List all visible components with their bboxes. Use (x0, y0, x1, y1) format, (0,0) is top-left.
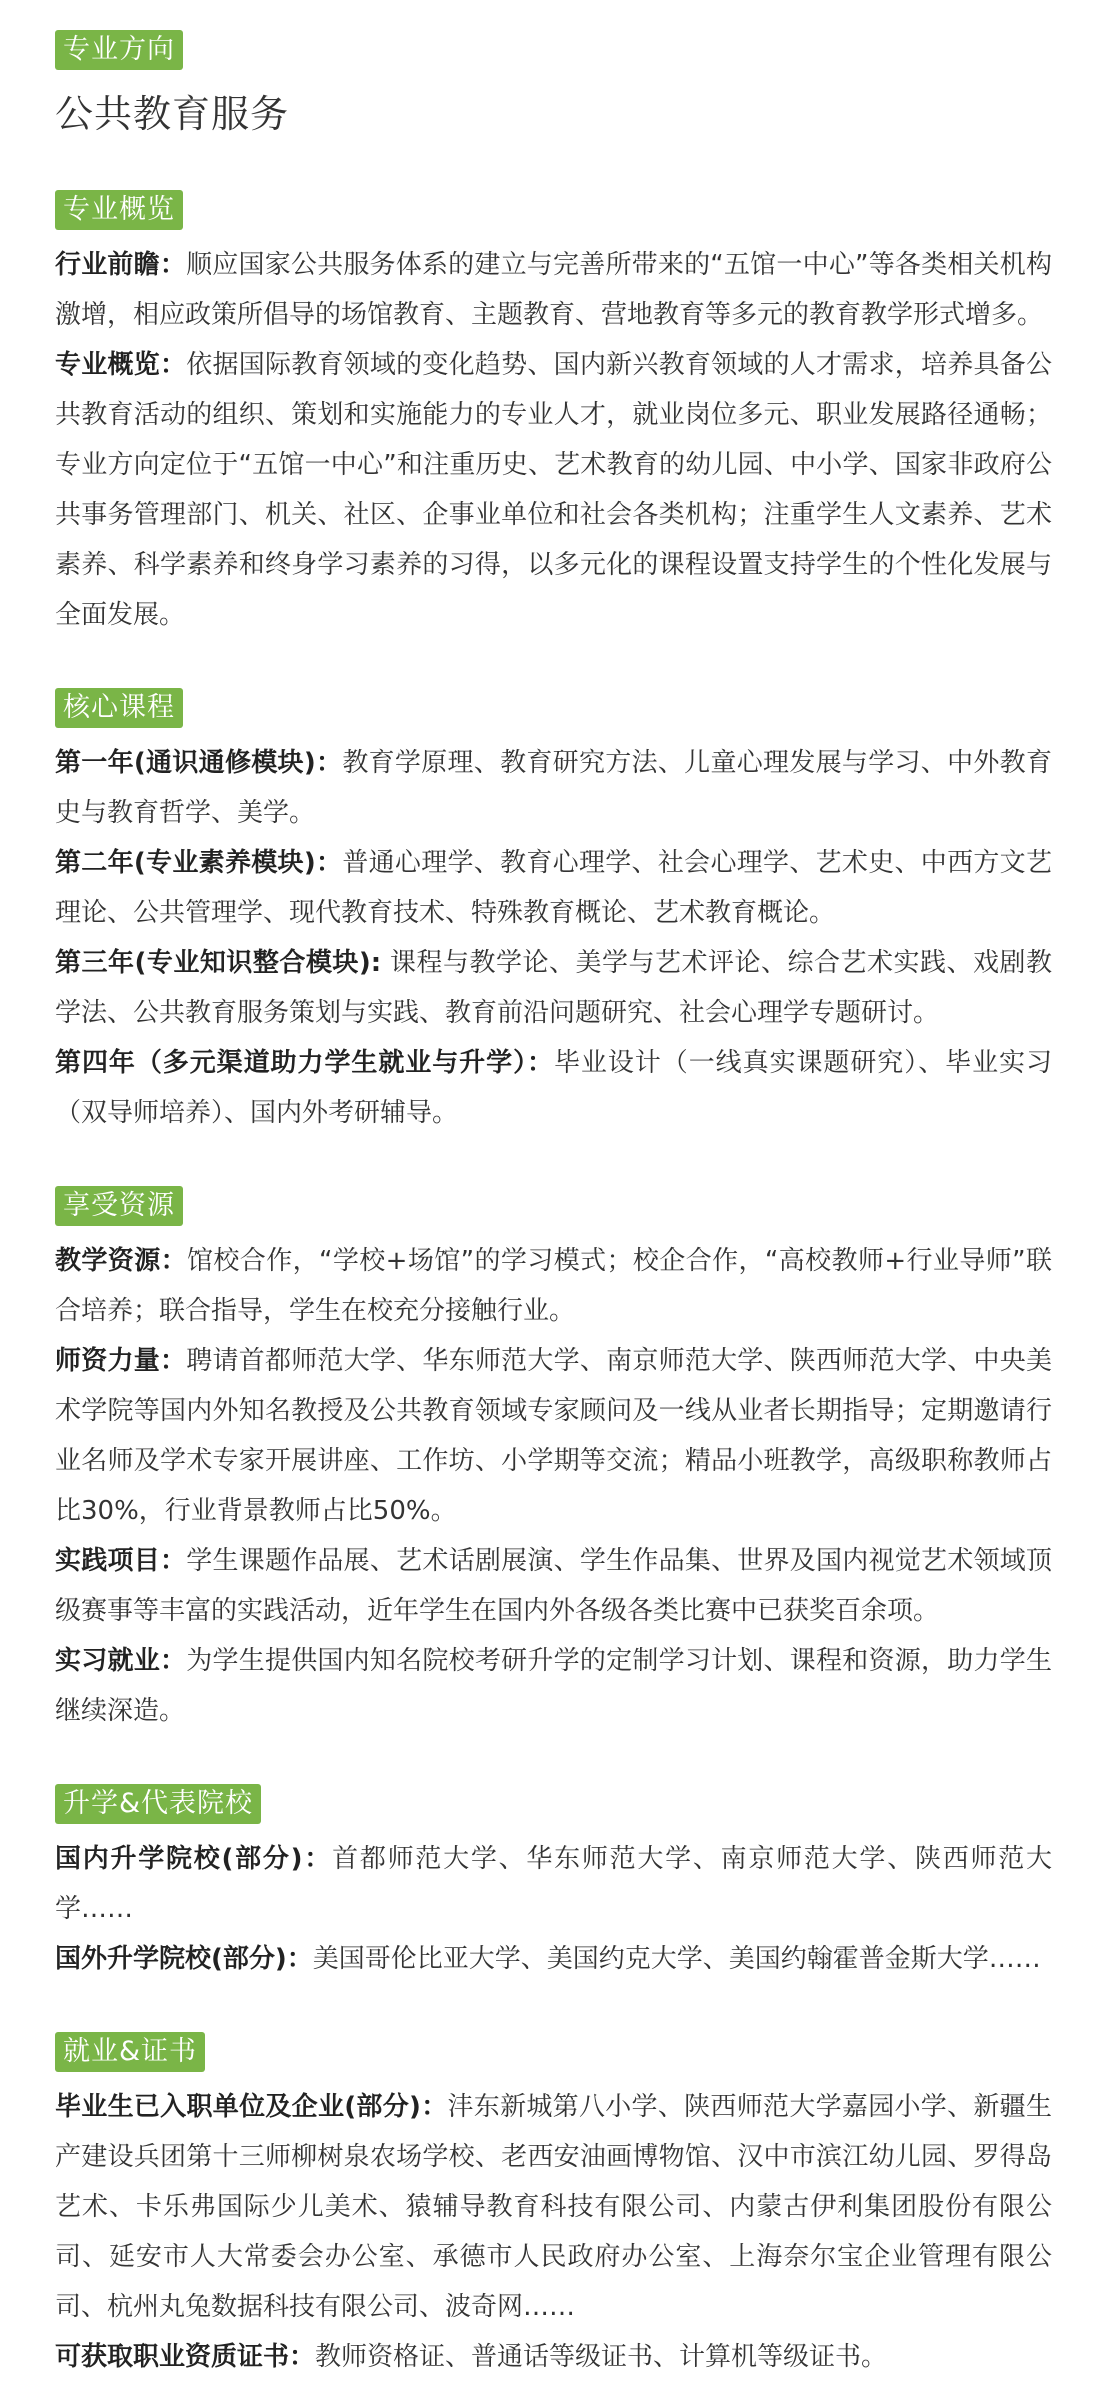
schools-section (55, 1784, 1052, 1984)
item-text: 沣东新城第八小学、陕西师范大学嘉园小学、新疆生产建设兵团第十三师柳树泉农场学校、老西安油画博物馆、汉中市滨江幼儿园、罗得岛艺术、卡乐弗国际少儿美术、猿辅导教育科技有限公司、内蒙古伊利集团股份有限公司、延安市人大常委会办公室、承德市人民政府办公室、上海奈尔宝企业管理有限公司、杭州丸兔数据科技有限公司、波奇网…… (55, 2092, 1052, 2322)
resource-practice (55, 1536, 1052, 1636)
overview-item-industry (55, 240, 1052, 340)
course-year-3 (55, 938, 1052, 1038)
item-label: 可获取职业资质证书： (55, 2342, 316, 2372)
item-label: 第二年(专业素养模块)： (55, 848, 343, 878)
employment-tag: 就业&证书 (55, 2032, 205, 2072)
item-label: 第一年(通识通修模块)： (55, 748, 343, 778)
employment-certificates (55, 2332, 1052, 2382)
resources-section (55, 1186, 1052, 1736)
courses-tag: 核心课程 (55, 688, 183, 728)
direction-section (55, 30, 1052, 142)
item-text: 教育学原理、教育研究方法、儿童心理发展与学习、中外教育史与教育哲学、美学。 (55, 748, 1052, 828)
item-label: 第三年(专业知识整合模块): (55, 948, 382, 978)
item-label: 行业前瞻： (55, 250, 187, 280)
item-label: 国内升学院校(部分)： (55, 1844, 333, 1874)
item-text: 顺应国家公共服务体系的建立与完善所带来的“五馆一中心”等各类相关机构激增，相应政策所倡导的场馆教育、主题教育、营地教育等多元的教育教学形式增多。 (55, 250, 1052, 330)
item-label: 国外升学院校(部分)： (55, 1944, 313, 1974)
item-label: 教学资源： (55, 1246, 187, 1276)
item-text: 为学生提供国内知名院校考研升学的定制学习计划、课程和资源，助力学生继续深造。 (55, 1646, 1052, 1726)
item-label: 实践项目： (55, 1546, 187, 1576)
item-text: 美国哥伦比亚大学、美国约克大学、美国约翰霍普金斯大学…… (312, 1944, 1041, 1974)
direction-tag: 专业方向 (55, 30, 183, 70)
schools-tag: 升学&代表院校 (55, 1784, 261, 1824)
course-year-2 (55, 838, 1052, 938)
course-year-1 (55, 738, 1052, 838)
overview-section (55, 190, 1052, 640)
item-label: 第四年（多元渠道助力学生就业与升学）： (55, 1048, 554, 1078)
schools-domestic (55, 1834, 1052, 1934)
resource-internship (55, 1636, 1052, 1736)
item-text: 依据国际教育领域的变化趋势、国内新兴教育领域的人才需求，培养具备公共教育活动的组织、策划和实施能力的专业人才，就业岗位多元、职业发展路径通畅；专业方向定位于“五馆一中心”和注重历史、艺术教育的幼儿园、中小学、国家非政府公共事务管理部门、机关、社区、企事业单位和社会各类机构；注重学生人文素养、艺术素养、科学素养和终身学习素养的习得，以多元化的课程设置支持学生的个性化发展与全面发展。 (55, 350, 1052, 630)
employment-section (55, 2032, 1052, 2382)
item-label: 实习就业： (55, 1646, 187, 1676)
item-text: 聘请首都师范大学、华东师范大学、南京师范大学、陕西师范大学、中央美术学院等国内外知名教授及公共教育领域专家顾问及一线从业者长期指导；定期邀请行业名师及学术专家开展讲座、工作坊、小学期等交流；精品小班教学，高级职称教师占比30%，行业背景教师占比50%。 (55, 1346, 1052, 1526)
overview-tag: 专业概览 (55, 190, 183, 230)
course-year-4 (55, 1038, 1052, 1138)
item-label: 师资力量： (55, 1346, 187, 1376)
overview-item-summary (55, 340, 1052, 640)
item-label: 专业概览： (55, 350, 187, 380)
resource-teaching (55, 1236, 1052, 1336)
item-text: 首都师范大学、华东师范大学、南京师范大学、陕西师范大学…… (55, 1844, 1052, 1924)
item-text: 普通心理学、教育心理学、社会心理学、艺术史、中西方文艺理论、公共管理学、现代教育技术、特殊教育概论、艺术教育概论。 (55, 848, 1052, 928)
item-text: 馆校合作，“学校+场馆”的学习模式；校企合作，“高校教师+行业导师”联合培养；联合指导，学生在校充分接触行业。 (55, 1246, 1052, 1326)
courses-section (55, 688, 1052, 1138)
resource-faculty (55, 1336, 1052, 1536)
item-label: 毕业生已入职单位及企业(部分)： (55, 2092, 448, 2122)
item-text: 学生课题作品展、艺术话剧展演、学生作品集、世界及国内视觉艺术领域顶级赛事等丰富的实践活动，近年学生在国内外各级各类比赛中已获奖百余项。 (55, 1546, 1052, 1626)
item-text: 教师资格证、普通话等级证书、计算机等级证书。 (315, 2342, 888, 2372)
schools-abroad (55, 1934, 1052, 1984)
direction-title: 公共教育服务 (55, 92, 290, 136)
resources-tag: 享受资源 (55, 1186, 183, 1226)
item-text: 毕业设计（一线真实课题研究）、毕业实习（双导师培养）、国内外考研辅导。 (55, 1048, 1052, 1128)
employment-employers (55, 2082, 1052, 2332)
item-text: 课程与教学论、美学与艺术评论、综合艺术实践、戏剧教学法、公共教育服务策划与实践、教育前沿问题研究、社会心理学专题研讨。 (55, 948, 1052, 1028)
